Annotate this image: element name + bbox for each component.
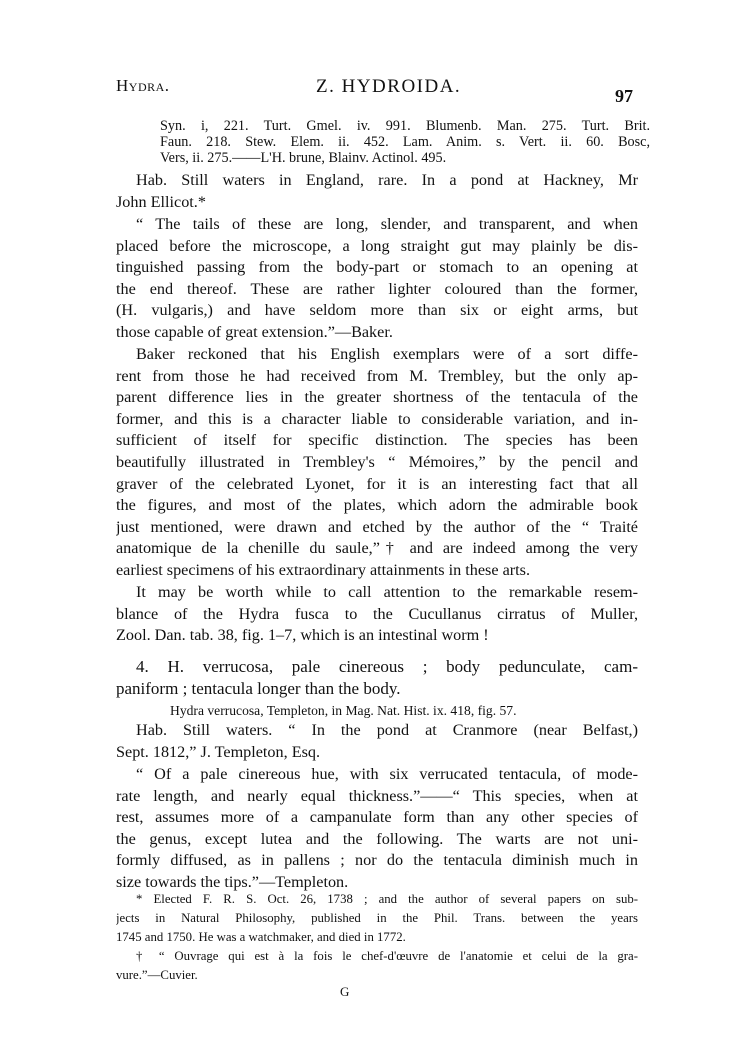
quote-line: those capable of great extension.”—Baker.: [116, 322, 393, 341]
footnote-line: vure.”—Cuvier.: [116, 968, 198, 982]
paragraph-line: graver of the celebrated Lyonet, for it is an interesting fact that all: [116, 474, 638, 493]
paragraph-line: Baker reckoned that his English exemplars were of a sort diffe-: [136, 345, 638, 363]
footnote-2: [116, 947, 638, 985]
quote-line: tinguished passing from the body-part or stomach to an opening at: [116, 258, 638, 277]
paragraph-line: beautifully illustrated in Trembley's “ Mémoires,” by the pencil and: [116, 452, 638, 471]
paragraph-line: It may be worth while to call attention to the remarkable resem-: [136, 583, 638, 601]
quote-line: rate length, and nearly equal thickness.”——“ This species, when at: [116, 786, 638, 805]
species-reference: [170, 702, 630, 719]
paragraph-line: former, and this is a character liable to considerable variation, and in-: [116, 409, 638, 428]
syn-line: Faun. 218. Stew. Elem. ii. 452. Lam. Anim. s. Vert. ii. 60. Bosc,: [160, 134, 650, 150]
quote-line: “ Of a pale cinereous hue, with six verrucated tentacula, of mode-: [136, 765, 638, 783]
habitat-paragraph: [116, 170, 638, 213]
footnote-line: † “ Ouvrage qui est à la fois le chef-d'œuvre de l'anatomie et celui de la gra-: [136, 949, 638, 963]
habitat-paragraph-2: [116, 720, 638, 763]
reference-line: Hydra verrucosa, Templeton, in Mag. Nat. Hist. ix. 418, fig. 57.: [170, 703, 517, 718]
paragraph-line: sufficient of itself for specific distinction. The species has been: [116, 431, 638, 450]
quote-line: (H. vulgaris,) and have seldom more than six or eight arms, but: [116, 301, 638, 320]
running-head-left: Hydra.: [116, 76, 170, 95]
baker-quote: [116, 214, 638, 344]
paragraph-line: rent from those he had received from M. Trembley, but the only ap-: [116, 366, 638, 385]
paragraph-line: parent difference lies in the greater shortness of the tentacula of the: [116, 388, 638, 407]
quote-line: formly diffused, as in pallens ; nor do the tentacula diminish much in: [116, 851, 638, 870]
footnote-line: * Elected F. R. S. Oct. 26, 1738 ; and the author of several papers on sub-: [136, 892, 638, 906]
paragraph-line: Zool. Dan. tab. 38, fig. 1–7, which is an intestinal worm !: [116, 626, 489, 645]
running-head-center: Z. HYDROIDA.: [316, 76, 462, 97]
page-number: 97: [615, 86, 633, 106]
signature-mark: G: [340, 984, 350, 999]
habitat-line: Hab. Still waters. “ In the pond at Cranmore (near Belfast,): [136, 721, 638, 739]
remark-paragraph: [116, 582, 638, 647]
syn-line: Vers, ii. 275.——L'H. brune, Blainv. Actinol. 495.: [160, 150, 447, 166]
quote-line: “ The tails of these are long, slender, and transparent, and when: [136, 215, 638, 233]
species-heading-line: 4. H. verrucosa, pale cinereous ; body pedunculate, cam-: [136, 657, 638, 676]
quote-line: the end thereof. These are rather lighter coloured than the former,: [116, 279, 638, 298]
synonymy-block: [160, 118, 650, 166]
commentary-paragraph: [116, 344, 638, 582]
footnote-line: jects in Natural Philosophy, published in the Phil. Trans. between the years: [116, 911, 638, 925]
habitat-line: Hab. Still waters in England, rare. In a pond at Hackney, Mr: [136, 171, 638, 189]
quote-line: size towards the tips.”—Templeton.: [116, 872, 349, 891]
quote-line: rest, assumes more of a campanulate form than any other species of: [116, 808, 638, 827]
species-heading: [116, 656, 638, 700]
paragraph-line: anatomique de la chenille du saule,”† and are indeed among the very: [116, 539, 638, 558]
footnote-line: 1745 and 1750. He was a watchmaker, and died in 1772.: [116, 930, 406, 944]
footnote-1: [116, 890, 638, 947]
species-heading-line: paniform ; tentacula longer than the body.: [116, 679, 401, 698]
paragraph-line: blance of the Hydra fusca to the Cucullanus cirratus of Muller,: [116, 604, 638, 623]
paragraph-line: just mentioned, were drawn and etched by the author of the “ Traité: [116, 517, 638, 536]
habitat-line: Sept. 1812,” J. Templeton, Esq.: [116, 742, 321, 761]
templeton-quote: [116, 764, 638, 894]
syn-line: Syn. i, 221. Turt. Gmel. iv. 991. Blumenb. Man. 275. Turt. Brit.: [160, 118, 650, 134]
quote-line: the genus, except lutea and the following. The warts are not uni-: [116, 829, 638, 848]
habitat-line: John Ellicot.*: [116, 192, 206, 211]
quote-line: placed before the microscope, a long straight gut may plainly be dis-: [116, 236, 638, 255]
paragraph-line: the figures, and most of the plates, which adorn the admirable book: [116, 496, 638, 515]
paragraph-line: earliest specimens of his extraordinary attainments in these arts.: [116, 560, 530, 579]
